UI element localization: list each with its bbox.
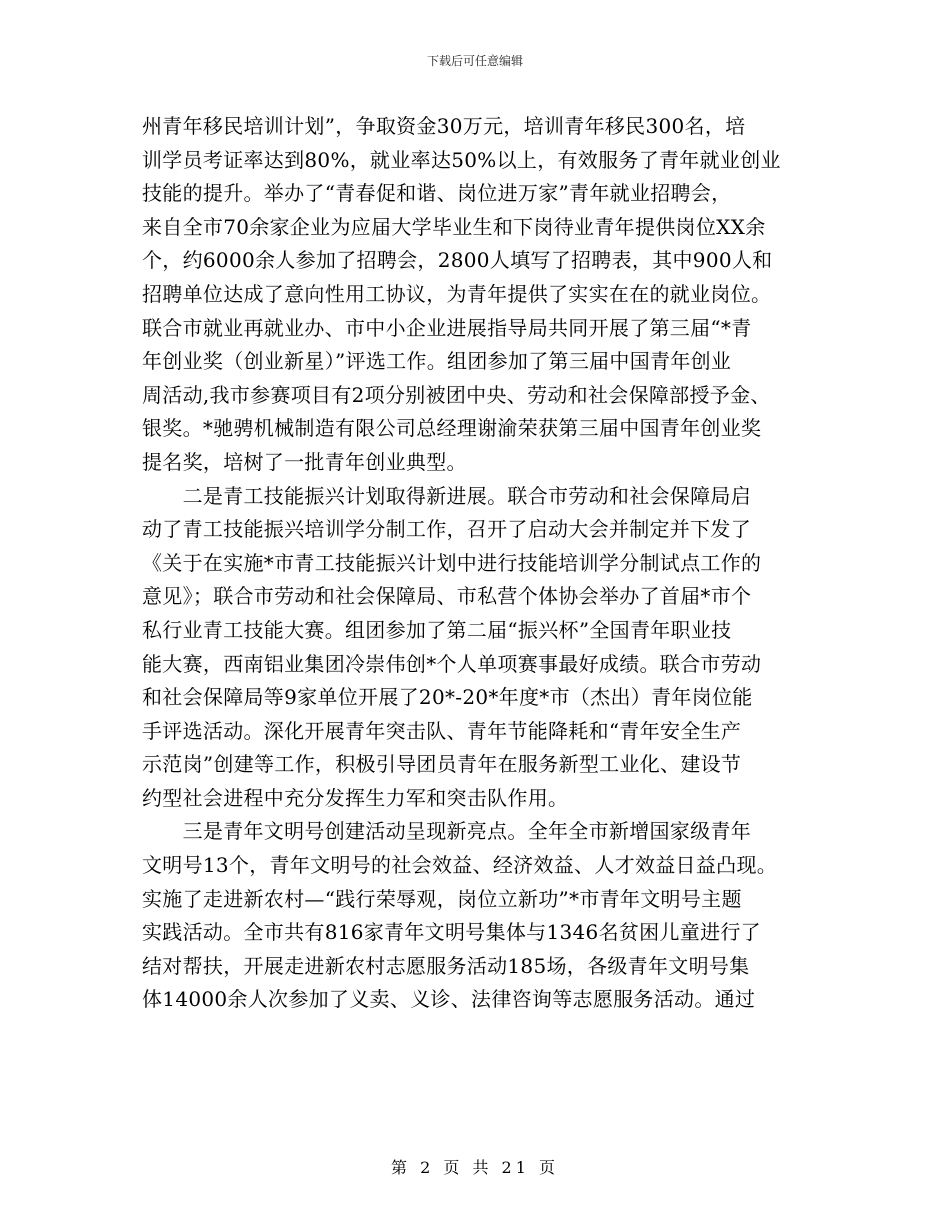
text-line: 能大赛，西南铝业集团冷崇伟创*个人单项赛事最好成绩。联合市劳动 bbox=[142, 651, 762, 676]
text-line: 来自全市70余家企业为应届大学毕业生和下岗待业青年提供岗位XX余 bbox=[142, 214, 766, 239]
text-line: 年创业奖（创业新星）”评选工作。组团参加了第三届中国青年创业 bbox=[142, 349, 732, 374]
page-header: 下载后可任意编辑 bbox=[426, 54, 523, 68]
text-line: 招聘单位达成了意向性用工协议，为青年提供了实实在在的就业岗位。 bbox=[142, 281, 772, 306]
text-line: 技能的提升。举办了“青春促和谐、岗位进万家”青年就业招聘会， bbox=[142, 181, 732, 206]
text-line: 《关于在实施*市青工技能振兴计划中进行技能培训学分制试点工作的 bbox=[142, 550, 762, 575]
text-line: 周活动,我市参赛项目有2项分别被团中央、劳动和社会保障部授予金、 bbox=[142, 382, 771, 407]
text-line: 体14000余人次参加了义卖、义诊、法律咨询等志愿服务活动。通过 bbox=[142, 987, 756, 1012]
text-line: 训学员考证率达到80%，就业率达50%以上，有效服务了青年就业创业 bbox=[142, 147, 781, 172]
text-line: 动了青工技能振兴培训学分制工作，召开了启动大会并制定并下发了 bbox=[142, 517, 751, 542]
document-body bbox=[142, 110, 822, 1017]
text-line: 示范岗”创建等工作，积极引导团员青年在服务新型工业化、建设节 bbox=[142, 752, 742, 777]
text-line: 实践活动。全市共有816家青年文明号集体与1346名贫困儿童进行了 bbox=[142, 920, 761, 945]
text-line: 文明号13个，青年文明号的社会效益、经济效益、人才效益日益凸现。 bbox=[142, 853, 778, 878]
text-line: 个，约6000余人参加了招聘会，2800人填写了招聘表，其中900人和 bbox=[142, 248, 773, 273]
text-line: 意见》；联合市劳动和社会保障局、市私营个体协会举办了首届*市个 bbox=[142, 584, 752, 609]
text-line: 约型社会进程中充分发挥生力军和突击队作用。 bbox=[142, 785, 569, 810]
text-line: 私行业青工技能大赛。组团参加了第二届“振兴杯”全国青年职业技 bbox=[142, 617, 732, 642]
text-line: 手评选活动。深化开展青年突击队、青年节能降耗和“青年安全生产 bbox=[142, 718, 742, 743]
text-line: 联合市就业再就业办、市中小企业进展指导局共同开展了第三届“*青 bbox=[142, 315, 752, 340]
text-line: 银奖。*驰骋机械制造有限公司总经理谢渝荣获第三届中国青年创业奖 bbox=[142, 416, 762, 441]
page-footer: 第 2 页 共 21 页 bbox=[391, 1158, 559, 1177]
text-line: 州青年移民培训计划”，争取资金30万元，培训青年移民300名，培 bbox=[142, 114, 746, 138]
text-line: 实施了走进新农村—“践行荣辱观，岗位立新功”*市青年文明号主题 bbox=[142, 886, 742, 911]
text-line: 提名奖，培树了一批青年创业典型。 bbox=[142, 449, 467, 474]
text-line: 结对帮扶，开展走进新农村志愿服务活动185场，各级青年文明号集 bbox=[142, 953, 750, 978]
text-line: 和社会保障局等9家单位开展了20*-20*年度*市（杰出）青年岗位能 bbox=[142, 685, 753, 710]
paragraph-start-line: 二是青工技能振兴计划取得新进展。联合市劳动和社会保障局启 bbox=[142, 483, 751, 508]
paragraph-start-line: 三是青年文明号创建活动呈现新亮点。全年全市新增国家级青年 bbox=[142, 819, 751, 844]
